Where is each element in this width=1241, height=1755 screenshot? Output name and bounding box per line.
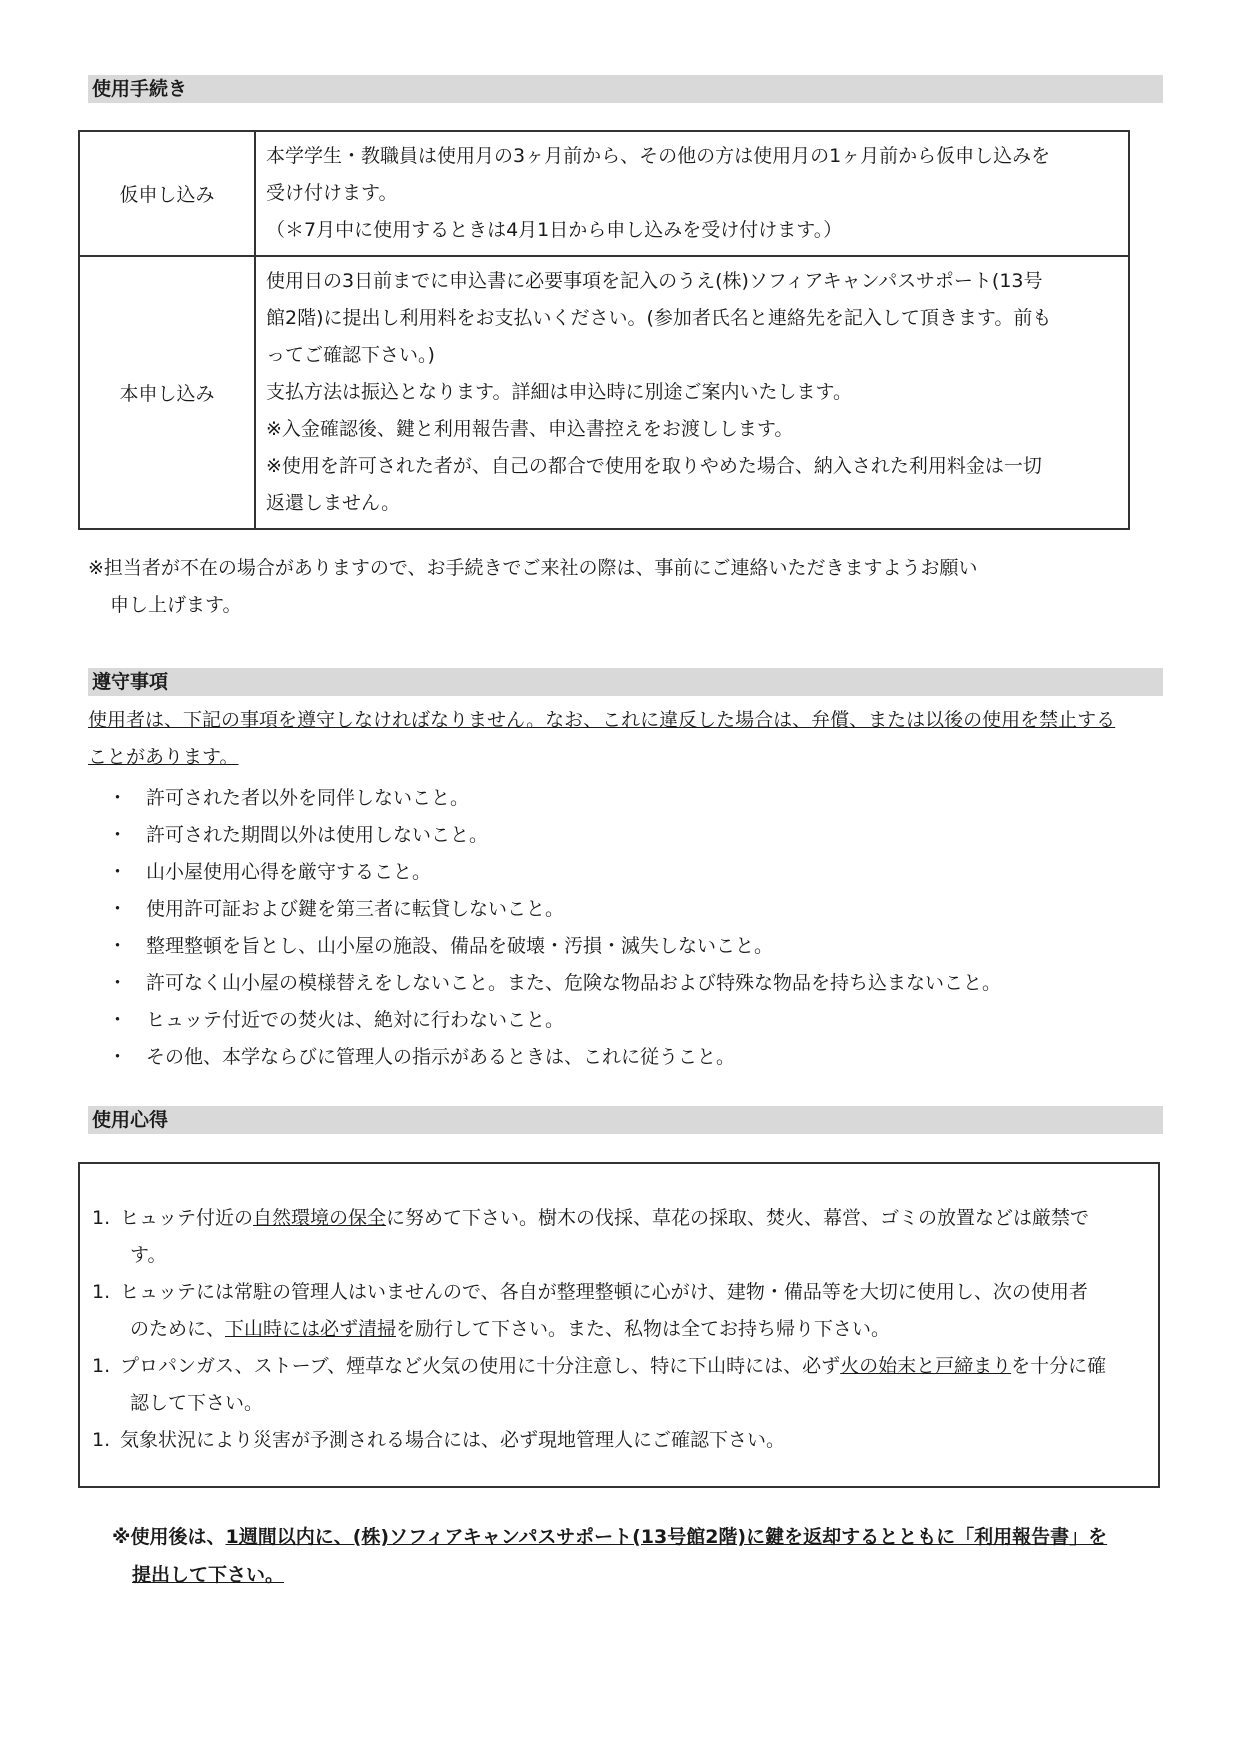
bullet: ・ (108, 1009, 128, 1031)
rule-text: 使用許可証および鍵を第三者に転貸しないこと。 (146, 898, 565, 920)
note-line: ※担当者が不在の場合がありますので、お手続きでご来社の際は、事前にご連絡いただきますようお願い (88, 557, 978, 579)
rule-text: 許可なく山小屋の模様替えをしないこと。また、危険な物品および特殊な物品を持ち込まないこと。 (146, 972, 1002, 994)
item-text: ヒュッテには常駐の管理人はいませんので、各自が整理整頓に心がけ、建物・備品等を大切に使用し、次の使用者 (120, 1281, 1088, 1303)
content-line: ってご確認下さい。) (266, 344, 435, 366)
bullet: ・ (108, 787, 128, 809)
procedure-table (78, 130, 1130, 530)
bullet: ・ (108, 972, 128, 994)
item-text: を十分に確 (1011, 1355, 1107, 1377)
table-row (79, 131, 1129, 256)
item-text: プロパンガス、ストーブ、煙草など火気の使用に十分注意し、特に下山時には、必ず (120, 1355, 841, 1377)
item-number: 1. (92, 1429, 111, 1451)
row-content (255, 256, 1129, 529)
kokoroe-list (80, 1164, 1158, 1459)
list-item (92, 1422, 1148, 1459)
section-header-procedure: 使用手続き (88, 75, 1163, 103)
content-line: ※入金確認後、鍵と利用報告書、申込書控えをお渡しします。 (266, 418, 794, 440)
content-line: 返還しません。 (266, 492, 401, 514)
table-row (79, 256, 1129, 529)
rules-list (108, 780, 1001, 1076)
final-text: ※使用後は、 (112, 1526, 226, 1548)
list-item (108, 1002, 1001, 1039)
rule-text: 許可された期間以外は使用しないこと。 (146, 824, 489, 846)
intro-line: ことがあります。 (88, 746, 239, 768)
section-header-rules: 遵守事項 (88, 668, 1163, 696)
list-item (108, 780, 1001, 817)
item-text: 認して下さい。 (130, 1392, 264, 1414)
item-text: 気象状況により災害が予測される場合には、必ず現地管理人にご確認下さい。 (120, 1429, 786, 1451)
list-item (92, 1200, 1148, 1274)
list-item (108, 854, 1001, 891)
list-item (108, 928, 1001, 965)
item-emphasis: 下山時には必ず清掃 (225, 1318, 397, 1340)
rule-text: 整理整頓を旨とし、山小屋の施設、備品を破壊・汚損・滅失しないこと。 (146, 935, 774, 957)
intro-line: 使用者は、下記の事項を遵守しなければなりません。なお、これに違反した場合は、弁償、または以後の使用を禁止する (88, 709, 1116, 731)
rule-text: その他、本学ならびに管理人の指示があるときは、これに従うこと。 (146, 1046, 736, 1068)
content-line: 使用日の3日前までに申込書に必要事項を記入のうえ(株)ソフィアキャンパスサポート(13号 (266, 270, 1043, 292)
final-note (112, 1518, 1162, 1594)
section-header-kokoroe: 使用心得 (88, 1106, 1163, 1134)
list-item (108, 1039, 1001, 1076)
item-text: ヒュッテ付近の (120, 1207, 254, 1229)
content-line: 館2階)に提出し利用料をお支払いください。(参加者氏名と連絡先を記入して頂きます。前も (266, 307, 1052, 329)
item-text: す。 (130, 1244, 167, 1266)
content-line: 受け付けます。 (266, 182, 398, 204)
row-content (255, 131, 1129, 256)
rule-text: ヒュッテ付近での焚火は、絶対に行わないこと。 (146, 1009, 565, 1031)
bullet: ・ (108, 935, 128, 957)
row-label: 本申し込み (79, 256, 255, 529)
list-item (108, 965, 1001, 1002)
bullet: ・ (108, 824, 128, 846)
list-item (108, 817, 1001, 854)
bullet: ・ (108, 1046, 128, 1068)
note-line: 申し上げます。 (110, 594, 242, 616)
content-line: （＊7月中に使用するときは4月1日から申し込みを受け付けます。） (266, 219, 843, 241)
item-text: に努めて下さい。樹木の伐採、草花の採取、焚火、幕営、ゴミの放置などは厳禁で (386, 1207, 1090, 1229)
item-text: を励行して下さい。また、私物は全てお持ち帰り下さい。 (396, 1318, 891, 1340)
content-line: 支払方法は振込となります。詳細は申込時に別途ご案内いたします。 (266, 381, 852, 403)
item-number: 1. (92, 1355, 111, 1377)
content-line: 本学学生・教職員は使用月の3ヶ月前から、その他の方は使用月の1ヶ月前から仮申し込みを (266, 145, 1051, 167)
row-label: 仮申し込み (79, 131, 255, 256)
item-emphasis: 自然環境の保全 (253, 1207, 387, 1229)
rules-intro (88, 702, 1168, 776)
procedure-note (88, 550, 978, 624)
list-item (92, 1348, 1148, 1422)
item-text: のために、 (130, 1318, 226, 1340)
bullet: ・ (108, 861, 128, 883)
kokoroe-box (78, 1162, 1160, 1488)
item-number: 1. (92, 1207, 111, 1229)
rule-text: 山小屋使用心得を厳守すること。 (146, 861, 432, 883)
bullet: ・ (108, 898, 128, 920)
item-number: 1. (92, 1281, 111, 1303)
final-emphasis: 1週間以内に、(株)ソフィアキャンパスサポート(13号館2階)に鍵を返却するとともに「利用報告書」を (225, 1526, 1108, 1548)
final-emphasis: 提出して下さい。 (132, 1564, 285, 1586)
item-emphasis: 火の始末と戸締まり (840, 1355, 1012, 1377)
rule-text: 許可された者以外を同伴しないこと。 (146, 787, 470, 809)
content-line: ※使用を許可された者が、自己の都合で使用を取りやめた場合、納入された利用料金は一切 (266, 455, 1042, 477)
list-item (92, 1274, 1148, 1348)
list-item (108, 891, 1001, 928)
